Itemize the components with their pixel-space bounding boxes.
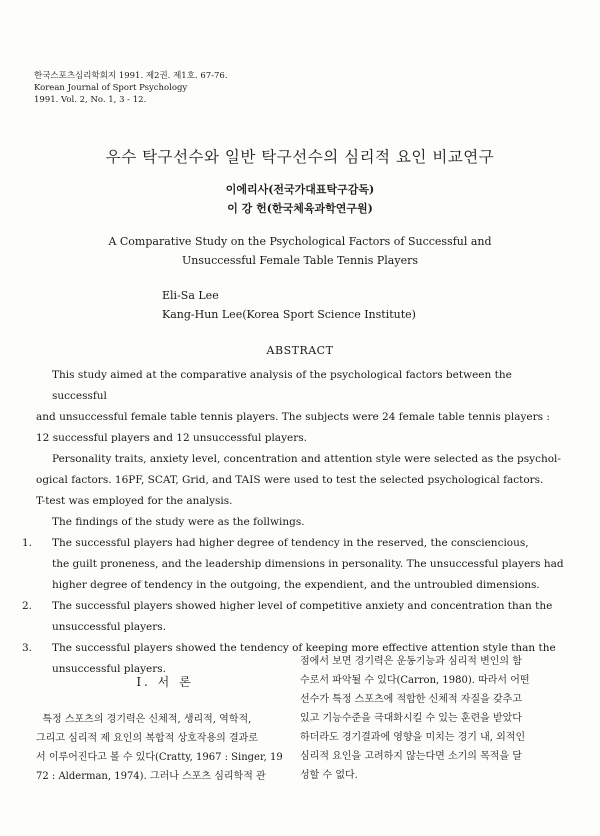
journal-volume: 1991. Vol. 2, No. 1, 3 - 12. (34, 95, 147, 105)
intro-line: 선수가 특정 스포츠에 적합한 신체적 자질을 갖추고 (300, 694, 522, 705)
journal-header-en: Korean Journal of Sport Psychology (34, 83, 188, 93)
intro-line: 하더라도 경기결과에 영향을 미치는 경기 내, 외적인 (300, 732, 526, 743)
intro-line: 있고 기능수준을 극대화시킬 수 있는 훈련을 받았다 (300, 713, 522, 724)
intro-line: 특정 스포츠의 경기력은 신체적, 생리적, 역학적, (36, 714, 252, 725)
journal-header-ko: 한국스포츠심리학회지 1991. 제2권. 제1호. 67-76. (34, 71, 228, 81)
abstract-line: The findings of the study were as the follwings. (52, 516, 305, 528)
author-ko-1: 이에리사(전국가대표탁구감독) (225, 183, 375, 196)
abstract-line: Personality traits, anxiety level, concentration and attention style were selected as the psychol- (52, 453, 561, 465)
finding-line: The successful players showed the tendency of keeping more effective attention style than the (52, 642, 556, 654)
intro-right-column (300, 652, 558, 785)
paper-title-en-line1: A Comparative Study on the Psychological Factors of Successful and (108, 235, 492, 248)
intro-line: 심리적 요인을 고려하지 않는다면 소기의 목적을 달 (300, 751, 522, 762)
finding-line: unsuccessful players. (52, 621, 167, 633)
paper-title-ko: 우수 탁구선수와 일반 탁구선수의 심리적 요인 비교연구 (105, 148, 495, 166)
abstract-line: 12 successful players and 12 unsuccessful players. (36, 432, 307, 444)
author-en-1: Eli-Sa Lee (162, 289, 219, 302)
author-ko-2: 이 강 헌(한국체육과학연구원) (227, 202, 373, 215)
abstract-line: This study aimed at the comparative analysis of the psychological factors between the successful (52, 369, 512, 402)
finding-line: The successful players showed higher level of competitive anxiety and concentration than the (52, 600, 553, 612)
finding-line: The successful players had higher degree of tendency in the reserved, the consciencious, (52, 537, 529, 549)
intro-line: 점에서 보면 경기력은 운동기능과 심리적 변인의 함 (300, 656, 522, 667)
finding-number: 1. (22, 537, 33, 549)
paper-title-en-line2: Unsuccessful Female Table Tennis Players (182, 254, 418, 267)
finding-item-2 (22, 596, 568, 638)
section-heading-introduction: Ⅰ. 서 론 (136, 675, 194, 689)
finding-line: unsuccessful players. (52, 663, 167, 675)
finding-line: the guilt proneness, and the leadership dimensions in personality. The unsuccessful players had (52, 558, 564, 570)
intro-line: 72 : Alderman, 1974). 그러나 스포츠 심리학적 관 (36, 771, 266, 782)
intro-line: 그리고 심리적 제 요인의 복합적 상호작용의 결과로 (36, 733, 258, 744)
finding-item-1 (22, 533, 568, 596)
abstract-body (22, 365, 568, 680)
abstract-heading: ABSTRACT (266, 344, 334, 357)
intro-line: 성할 수 없다. (300, 770, 358, 781)
author-en-2: Kang-Hun Lee(Korea Sport Science Institute) (162, 308, 416, 321)
abstract-line: ogical factors. 16PF, SCAT, Grid, and TAIS were used to test the selected psychological factors. (36, 474, 544, 486)
intro-left-column (36, 710, 294, 786)
finding-line: higher degree of tendency in the outgoing, the expendient, and the untroubled dimensions. (52, 579, 540, 591)
abstract-line: and unsuccessful female table tennis players. The subjects were 24 female table tennis players : (36, 411, 550, 423)
abstract-line: T-test was employed for the analysis. (36, 495, 233, 507)
intro-line: 수로서 파악될 수 있다(Carron, 1980). 따라서 어떤 (300, 675, 530, 686)
finding-number: 2. (22, 600, 33, 612)
intro-line: 서 이루어진다고 볼 수 있다(Cratty, 1967 : Singer, 19 (36, 752, 283, 763)
finding-number: 3. (22, 642, 33, 654)
